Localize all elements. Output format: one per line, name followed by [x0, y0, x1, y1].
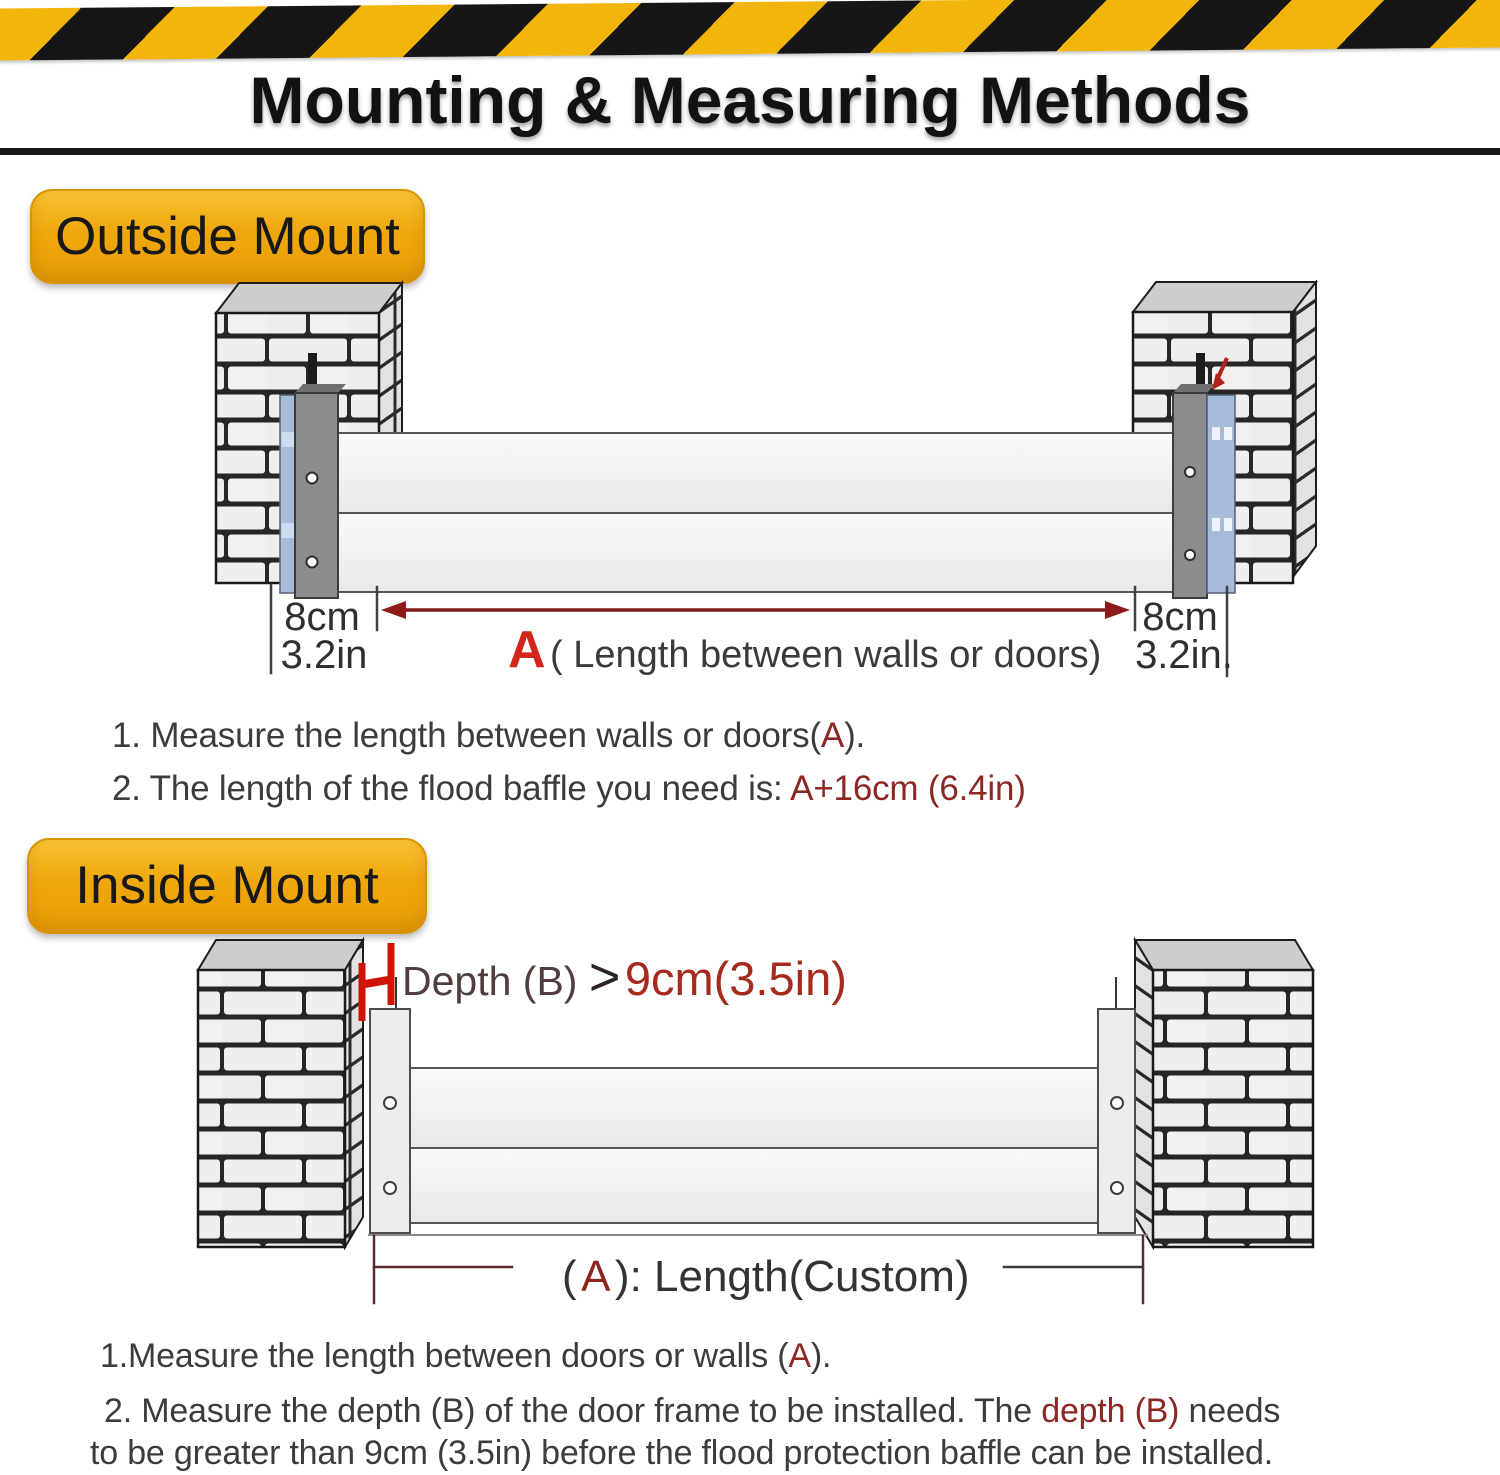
- right-pillar: [1135, 940, 1313, 1247]
- bracket-channel-right: [1173, 393, 1207, 598]
- gasket-mark: [282, 523, 295, 538]
- barrier-panel-top: [338, 433, 1173, 513]
- mounting-bracket-right: [1098, 977, 1135, 1233]
- right-pillar-top-face: [1135, 940, 1313, 970]
- outside-step-1: [112, 716, 865, 756]
- gasket-strip-left: [280, 395, 296, 593]
- bracket-channel-right: [1098, 1009, 1135, 1233]
- dim-8cm-right-label: 8cm: [1142, 595, 1218, 639]
- step-text: 1.Measure the length between doors or walls (: [100, 1337, 789, 1375]
- outside-step-2: [112, 769, 1026, 809]
- span-length-label: A ( Length between walls or doors): [508, 621, 1102, 679]
- screw-hole: [1185, 467, 1195, 477]
- screw-hole: [307, 473, 318, 484]
- step-text-red: A: [820, 716, 845, 755]
- screw-hole: [1185, 550, 1195, 560]
- left-pillar-top-face: [198, 940, 363, 970]
- mounting-bracket-left: [370, 977, 410, 1233]
- barrier-panel-bottom: [410, 1148, 1102, 1223]
- step-text: ).: [844, 716, 866, 755]
- right-pillar-top-face: [1133, 282, 1316, 312]
- inside-step-2-line-2: to be greater than 9cm (3.5in) before the flood protection baffle can be installed.: [90, 1434, 1273, 1472]
- step-text: needs: [1179, 1392, 1281, 1430]
- right-pillar-front-face: [1153, 970, 1313, 1247]
- left-pillar-top-face: [216, 283, 402, 313]
- step-text-red: A: [788, 1337, 811, 1375]
- screw-hole: [307, 557, 318, 568]
- title-underline: [0, 148, 1500, 155]
- bracket-top-cap: [295, 384, 346, 393]
- step-text-red: depth (B): [1041, 1392, 1180, 1430]
- gasket-mark: [1224, 427, 1232, 440]
- span-arrowhead-right: [1105, 601, 1130, 619]
- dimension-annotations: [374, 1236, 1143, 1303]
- screw-hole: [1111, 1182, 1123, 1194]
- hazard-stripe-band: [0, 0, 1500, 61]
- step-text: ).: [810, 1337, 832, 1375]
- dim-32in-right-label: 3.2in.: [1135, 633, 1233, 677]
- outside-mount-diagram: [185, 280, 1345, 710]
- bracket-channel-left: [295, 393, 338, 598]
- screw-hole: [1111, 1097, 1123, 1109]
- length-custom-label: ( A ): Length(Custom): [562, 1252, 970, 1301]
- screw-hole: [384, 1097, 396, 1109]
- barrier-panel-top: [410, 1068, 1102, 1148]
- gasket-mark: [1224, 518, 1232, 531]
- span-arrowhead-left: [381, 601, 406, 619]
- inside-mount-diagram: [140, 933, 1420, 1323]
- gasket-mark: [1212, 427, 1220, 440]
- gasket-strip-right: [1207, 395, 1235, 593]
- page-title: Mounting & Measuring Methods: [249, 63, 1251, 137]
- left-pillar-front-face: [198, 970, 345, 1247]
- step-text: 2. The length of the flood baffle you need is:: [112, 769, 791, 808]
- gasket-mark: [1212, 518, 1220, 531]
- inside-step-1: [100, 1337, 831, 1376]
- flood-barrier: [368, 1068, 1148, 1235]
- bracket-channel-left: [370, 1009, 410, 1233]
- step-text-red: A+16cm (6.4in): [790, 769, 1026, 808]
- flood-barrier: [338, 433, 1173, 592]
- depth-label: Depth (B) > 9cm(3.5in): [402, 947, 847, 1007]
- dim-32in-left-label: 3.2in: [280, 633, 368, 677]
- gasket-mark: [282, 432, 295, 447]
- right-pillar-side-face: [1293, 282, 1316, 577]
- barrier-panel-bottom: [338, 513, 1173, 592]
- inside-step-2-line-1: [104, 1392, 1280, 1431]
- step-text: 1. Measure the length between walls or doors(: [112, 716, 821, 755]
- right-pillar-side-face: [1135, 940, 1153, 1247]
- screw-hole: [384, 1182, 396, 1194]
- inside-mount-badge: Inside Mount: [27, 838, 427, 934]
- dimension-annotations: [271, 585, 1233, 679]
- dim-8cm-left-label: 8cm: [284, 595, 360, 639]
- left-pillar: [198, 940, 363, 1247]
- step-text: 2. Measure the depth (B) of the door frame to be installed. The: [104, 1392, 1042, 1430]
- outside-mount-badge: Outside Mount: [30, 189, 425, 284]
